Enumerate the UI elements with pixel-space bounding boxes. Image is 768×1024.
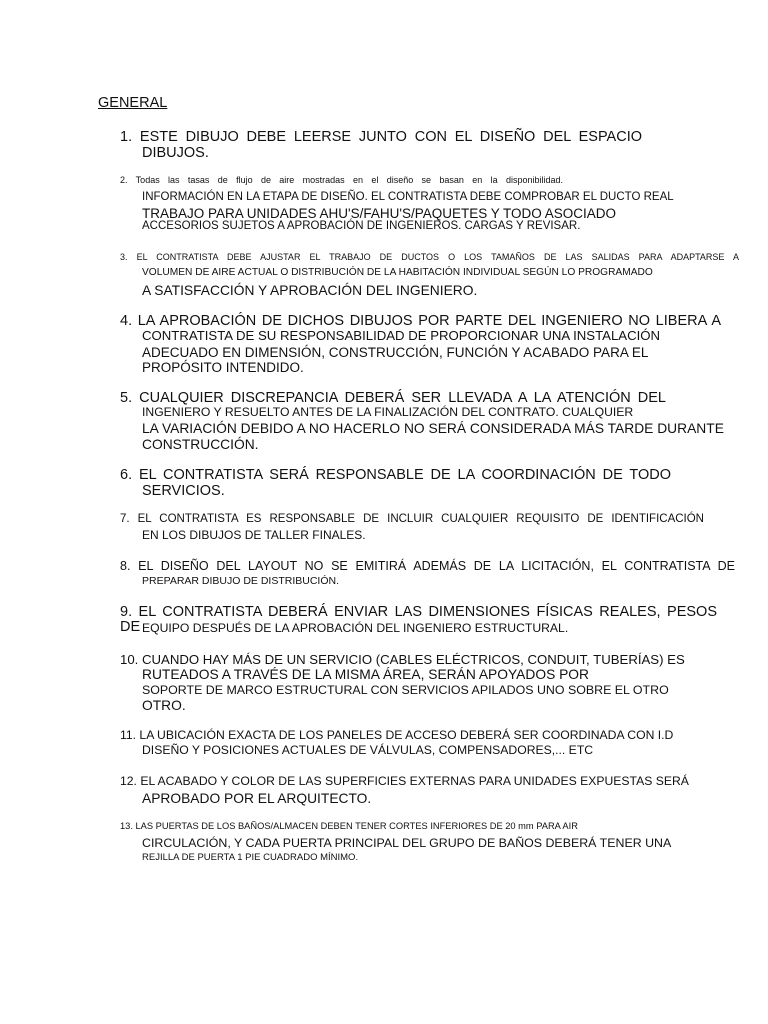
note-line: DIBUJOS. <box>142 145 209 161</box>
note-line: DISEÑO Y POSICIONES ACTUALES DE VÁLVULAS, COMPENSADORES,... ETC <box>142 743 594 757</box>
note-line: ACCESORIOS SUJETOS A APROBACIÓN DE INGENIEROS. CARGAS Y REVISAR. <box>142 220 581 232</box>
note-line: 11. LA UBICACIÓN EXACTA DE LOS PANELES DE ACCESO DEBERÁ SER COORDINADA CON I.D <box>120 728 674 742</box>
note-line: SERVICIOS. <box>142 483 225 499</box>
note-line: EN LOS DIBUJOS DE TALLER FINALES. <box>142 528 366 542</box>
note-line: 1. ESTE DIBUJO DEBE LEERSE JUNTO CON EL DISEÑO DEL ESPACIO <box>120 129 642 145</box>
note-line: 5. CUALQUIER DISCREPANCIA DEBERÁ SER LLEVADA A LA ATENCIÓN DEL <box>120 390 666 406</box>
note-line: 6. EL CONTRATISTA SERÁ RESPONSABLE DE LA COORDINACIÓN DE TODO <box>120 467 671 483</box>
note-line: TRABAJO PARA UNIDADES AHU'S/FAHU'S/PAQUETES Y TODO ASOCIADO <box>142 206 617 221</box>
note-line: CIRCULACIÓN, Y CADA PUERTA PRINCIPAL DEL GRUPO DE BAÑOS DEBERÁ TENER UNA <box>142 836 672 850</box>
note-line: OTRO. <box>142 698 186 713</box>
note-line: VOLUMEN DE AIRE ACTUAL O DISTRIBUCIÓN DE LA HABITACIÓN INDIVIDUAL SEGÚN LO PROGRAMADO <box>142 267 653 278</box>
note-line: INFORMACIÓN EN LA ETAPA DE DISEÑO. EL CONTRATISTA DEBE COMPROBAR EL DUCTO REAL <box>142 191 674 203</box>
note-line: REJILLA DE PUERTA 1 PIE CUADRADO MÍNIMO. <box>142 852 359 863</box>
note-line: RUTEADOS A TRAVÉS DE LA MISMA ÁREA, SERÁN APOYADOS POR <box>142 667 589 682</box>
note-line: 12. EL ACABADO Y COLOR DE LAS SUPERFICIES EXTERNAS PARA UNIDADES EXPUESTAS SERÁ <box>120 774 689 788</box>
note-line: A SATISFACCIÓN Y APROBACIÓN DEL INGENIERO. <box>142 283 478 298</box>
note-line: 8. EL DISEÑO DEL LAYOUT NO SE EMITIRÁ ADEMÁS DE LA LICITACIÓN, EL CONTRATISTA DE <box>120 559 735 573</box>
note-line: PROPÓSITO INTENDIDO. <box>142 360 304 375</box>
note-line: INGENIERO Y RESUELTO ANTES DE LA FINALIZACIÓN DEL CONTRATO. CUALQUIER <box>142 405 634 419</box>
note-line: LA VARIACIÓN DEBIDO A NO HACERLO NO SERÁ CONSIDERADA MÁS TARDE DURANTE <box>142 421 724 436</box>
note-line: 3. EL CONTRATISTA DEBE AJUSTAR EL TRABAJO DE DUCTOS O LOS TAMAÑOS DE LAS SALIDAS PARA ADAPTARSE A <box>120 252 739 262</box>
note-line: CONTRATISTA DE SU RESPONSABILIDAD DE PROPORCIONAR UNA INSTALACIÓN <box>142 328 661 343</box>
note-line: 13. LAS PUERTAS DE LOS BAÑOS/ALMACEN DEBEN TENER CORTES INFERIORES DE 20 mm PARA AIR <box>120 821 578 831</box>
note-line: 9. EL CONTRATISTA DEBERÁ ENVIAR LAS DIMENSIONES FÍSICAS REALES, PESOS DE <box>120 604 717 635</box>
note-line: CONSTRUCCIÓN. <box>142 437 259 452</box>
note-line: 2. Todas las tasas de flujo de aire mostradas en el diseño se basan en la disponibilidad. <box>120 175 563 185</box>
note-line: APROBADO POR EL ARQUITECTO. <box>142 791 372 806</box>
note-line: ADECUADO EN DIMENSIÓN, CONSTRUCCIÓN, FUNCIÓN Y ACABADO PARA EL <box>142 345 649 360</box>
note-line: 7. EL CONTRATISTA ES RESPONSABLE DE INCLUIR CUALQUIER REQUISITO DE IDENTIFICACIÓN <box>120 513 704 525</box>
note-line: EQUIPO DESPUÉS DE LA APROBACIÓN DEL INGENIERO ESTRUCTURAL. <box>142 621 569 635</box>
note-line: 10. CUANDO HAY MÁS DE UN SERVICIO (CABLES ELÉCTRICOS, CONDUIT, TUBERÍAS) ES <box>120 652 685 667</box>
page-title: GENERAL <box>98 95 168 111</box>
note-line: SOPORTE DE MARCO ESTRUCTURAL CON SERVICIOS APILADOS UNO SOBRE EL OTRO <box>142 683 669 697</box>
note-line: 4. LA APROBACIÓN DE DICHOS DIBUJOS POR PARTE DEL INGENIERO NO LIBERA A <box>120 313 721 329</box>
note-line: PREPARAR DIBUJO DE DISTRIBUCIÓN. <box>142 575 339 587</box>
